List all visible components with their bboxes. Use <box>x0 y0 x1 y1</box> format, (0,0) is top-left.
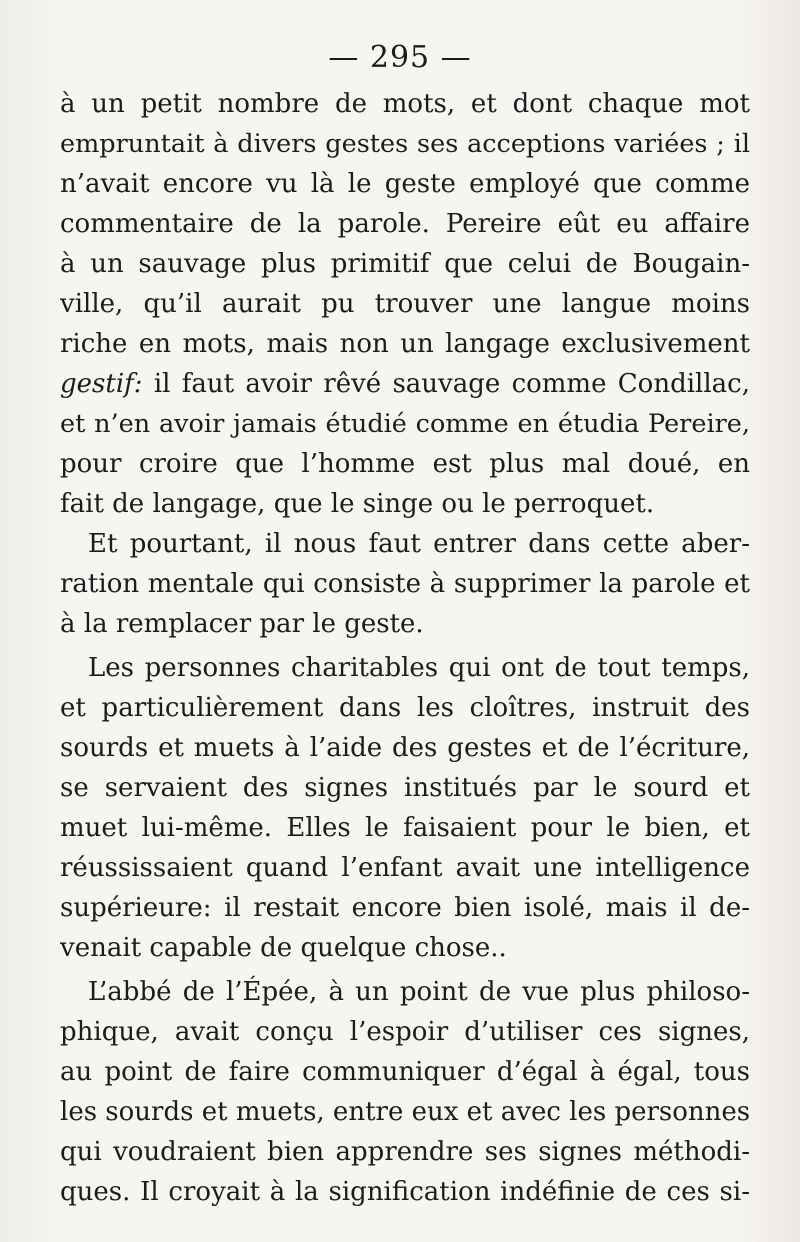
body-text <box>60 84 750 1212</box>
text-line: à un sauvage plus primitif que celui de Bougain- <box>60 249 750 279</box>
text-line: phique, avait conçu l’espoir d’utiliser ces signes, <box>60 1017 750 1047</box>
text-line: muet lui-même. Elles le faisaient pour le bien, et <box>60 813 750 843</box>
text-line: qui voudraient bien apprendre ses signes méthodi- <box>60 1137 750 1167</box>
text-line: supérieure: il restait encore bien isolé, mais il de- <box>60 893 750 923</box>
text-line: sourds et muets à l’aide des gestes et de l’écriture, <box>60 733 750 763</box>
text-line: au point de faire communiquer d’égal à égal, tous <box>60 1057 750 1087</box>
text-line: n’avait encore vu là le geste employé que comme <box>60 169 750 199</box>
text-line: venait capable de quelque chose.. <box>60 933 507 963</box>
text-line: riche en mots, mais non un langage exclusivement <box>60 329 750 359</box>
text-line: à un petit nombre de mots, et dont chaque mot <box>60 89 750 119</box>
text-line: Et pourtant, il nous faut entrer dans cette aber- <box>88 529 750 559</box>
paragraph <box>60 972 750 1212</box>
text-line: se servaient des signes institués par le sourd et <box>60 773 750 803</box>
text-line: empruntait à divers gestes ses acceptions variées ; il <box>60 129 750 159</box>
text-line: L’abbé de l’Épée, à un point de vue plus philoso- <box>88 977 750 1007</box>
text-line: ville, qu’il aurait pu trouver une langue moins <box>60 289 750 319</box>
text-line <box>60 364 750 404</box>
text-line: et n’en avoir jamais étudié comme en étudia Pereire, <box>60 409 750 439</box>
italic-word: gestif: <box>60 369 143 399</box>
text-line: réussissaient quand l’enfant avait une intelligence <box>60 853 750 883</box>
text-line: les sourds et muets, entre eux et avec les personnes <box>60 1097 750 1127</box>
paragraph <box>60 524 750 644</box>
text-line: fait de langage, que le singe ou le perroquet. <box>60 489 655 519</box>
text-line: Les personnes charitables qui ont de tout temps, <box>88 653 750 683</box>
paragraph <box>60 648 750 968</box>
paragraph <box>60 84 750 524</box>
text-line: ques. Il croyait à la signification indéfinie de ces si- <box>60 1177 750 1207</box>
text-line: ration mentale qui consiste à supprimer la parole et <box>60 569 750 599</box>
text-line: pour croire que l’homme est plus mal doué, en <box>60 449 750 479</box>
text-line: et particulièrement dans les cloîtres, instruit des <box>60 693 750 723</box>
text-line: à la remplacer par le geste. <box>60 609 424 639</box>
text-line: commentaire de la parole. Pereire eût eu affaire <box>60 209 750 239</box>
text-line-rest: il faut avoir rêvé sauvage comme Condillac, <box>142 369 750 399</box>
page-number: — 295 — <box>328 40 472 75</box>
